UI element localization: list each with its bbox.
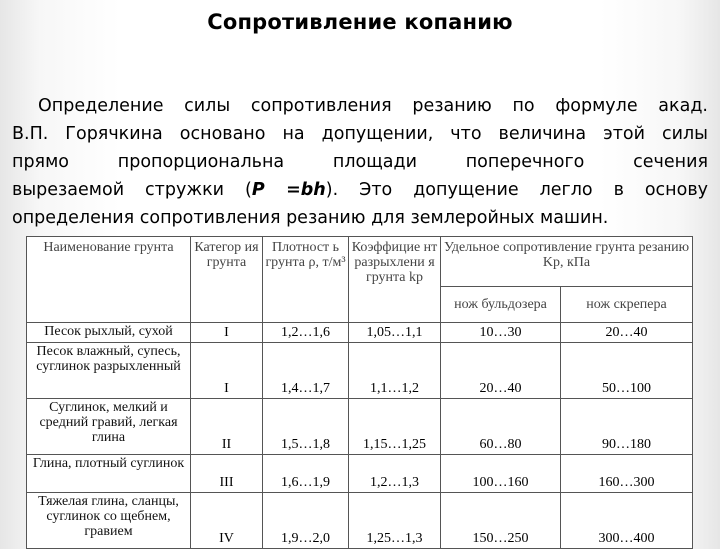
paragraph-line-4 <box>12 176 708 204</box>
cell-bulldozer: 150…250 <box>441 493 561 549</box>
cell-category: I <box>191 323 263 343</box>
formula: P =bh <box>251 180 326 200</box>
table-row <box>27 399 693 455</box>
table-row <box>27 323 693 343</box>
cell-bulldozer: 60…80 <box>441 399 561 455</box>
soil-table <box>26 236 693 549</box>
cell-category: I <box>191 343 263 399</box>
cell-bulldozer: 10…30 <box>441 323 561 343</box>
header-soil: Наименование грунта <box>27 237 191 323</box>
cell-loosening: 1,15…1,25 <box>349 399 441 455</box>
paragraph-line-4-end: ). Это допущение легло в основу <box>325 180 708 200</box>
cell-density: 1,5…1,8 <box>263 399 349 455</box>
cell-soil: Суглинок, мелкий и средний гравий, легкая глина <box>27 399 191 455</box>
cell-density: 1,6…1,9 <box>263 455 349 493</box>
cell-bulldozer: 100…160 <box>441 455 561 493</box>
cell-density: 1,9…2,0 <box>263 493 349 549</box>
cell-scraper: 300…400 <box>561 493 693 549</box>
header-loosening: Коэффицие нт разрыхлени я грунта kр <box>349 237 441 323</box>
header-bulldozer: нож бульдозера <box>441 287 561 323</box>
paragraph-line-3: прямо пропорциональна площади поперечного сечения <box>12 152 708 172</box>
cell-loosening: 1,1…1,2 <box>349 343 441 399</box>
cell-density: 1,2…1,6 <box>263 323 349 343</box>
cell-density: 1,4…1,7 <box>263 343 349 399</box>
header-category: Категор ия грунта <box>191 237 263 323</box>
cell-scraper: 90…180 <box>561 399 693 455</box>
paragraph-line-5: определения сопротивления резанию для землеройных машин. <box>12 208 609 228</box>
slide-title: Сопротивление копанию <box>207 10 513 34</box>
cell-loosening: 1,2…1,3 <box>349 455 441 493</box>
cell-bulldozer: 20…40 <box>441 343 561 399</box>
cell-scraper: 20…40 <box>561 323 693 343</box>
cell-category: IV <box>191 493 263 549</box>
cell-soil: Тяжелая глина, сланцы, суглинок со щебнем, гравием <box>27 493 191 549</box>
table-row <box>27 493 693 549</box>
cell-scraper: 50…100 <box>561 343 693 399</box>
cell-soil: Песок рыхлый, сухой <box>27 323 191 343</box>
cell-loosening: 1,05…1,1 <box>349 323 441 343</box>
table-row <box>27 455 693 493</box>
cell-soil: Песок влажный, супесь, суглинок разрыхленный <box>27 343 191 399</box>
header-density: Плотност ь грунта ρ, т/м³ <box>263 237 349 323</box>
header-scraper: нож скрепера <box>561 287 693 323</box>
paragraph-line-2: В.П. Горячкина основано на допущении, что величина этой силы <box>12 124 708 144</box>
header-resistance: Удельное сопротивление грунта резанию Kр, кПа <box>441 237 693 287</box>
cell-loosening: 1,25…1,3 <box>349 493 441 549</box>
cell-scraper: 160…300 <box>561 455 693 493</box>
paragraph-line-1: Определение силы сопротивления резанию по формуле акад. <box>38 96 708 116</box>
cell-category: III <box>191 455 263 493</box>
paragraph-line-4-start: вырезаемой стружки ( <box>12 180 252 200</box>
cell-soil: Глина, плотный суглинок <box>27 455 191 493</box>
intro-paragraph <box>12 92 708 232</box>
cell-category: II <box>191 399 263 455</box>
table-row <box>27 343 693 399</box>
